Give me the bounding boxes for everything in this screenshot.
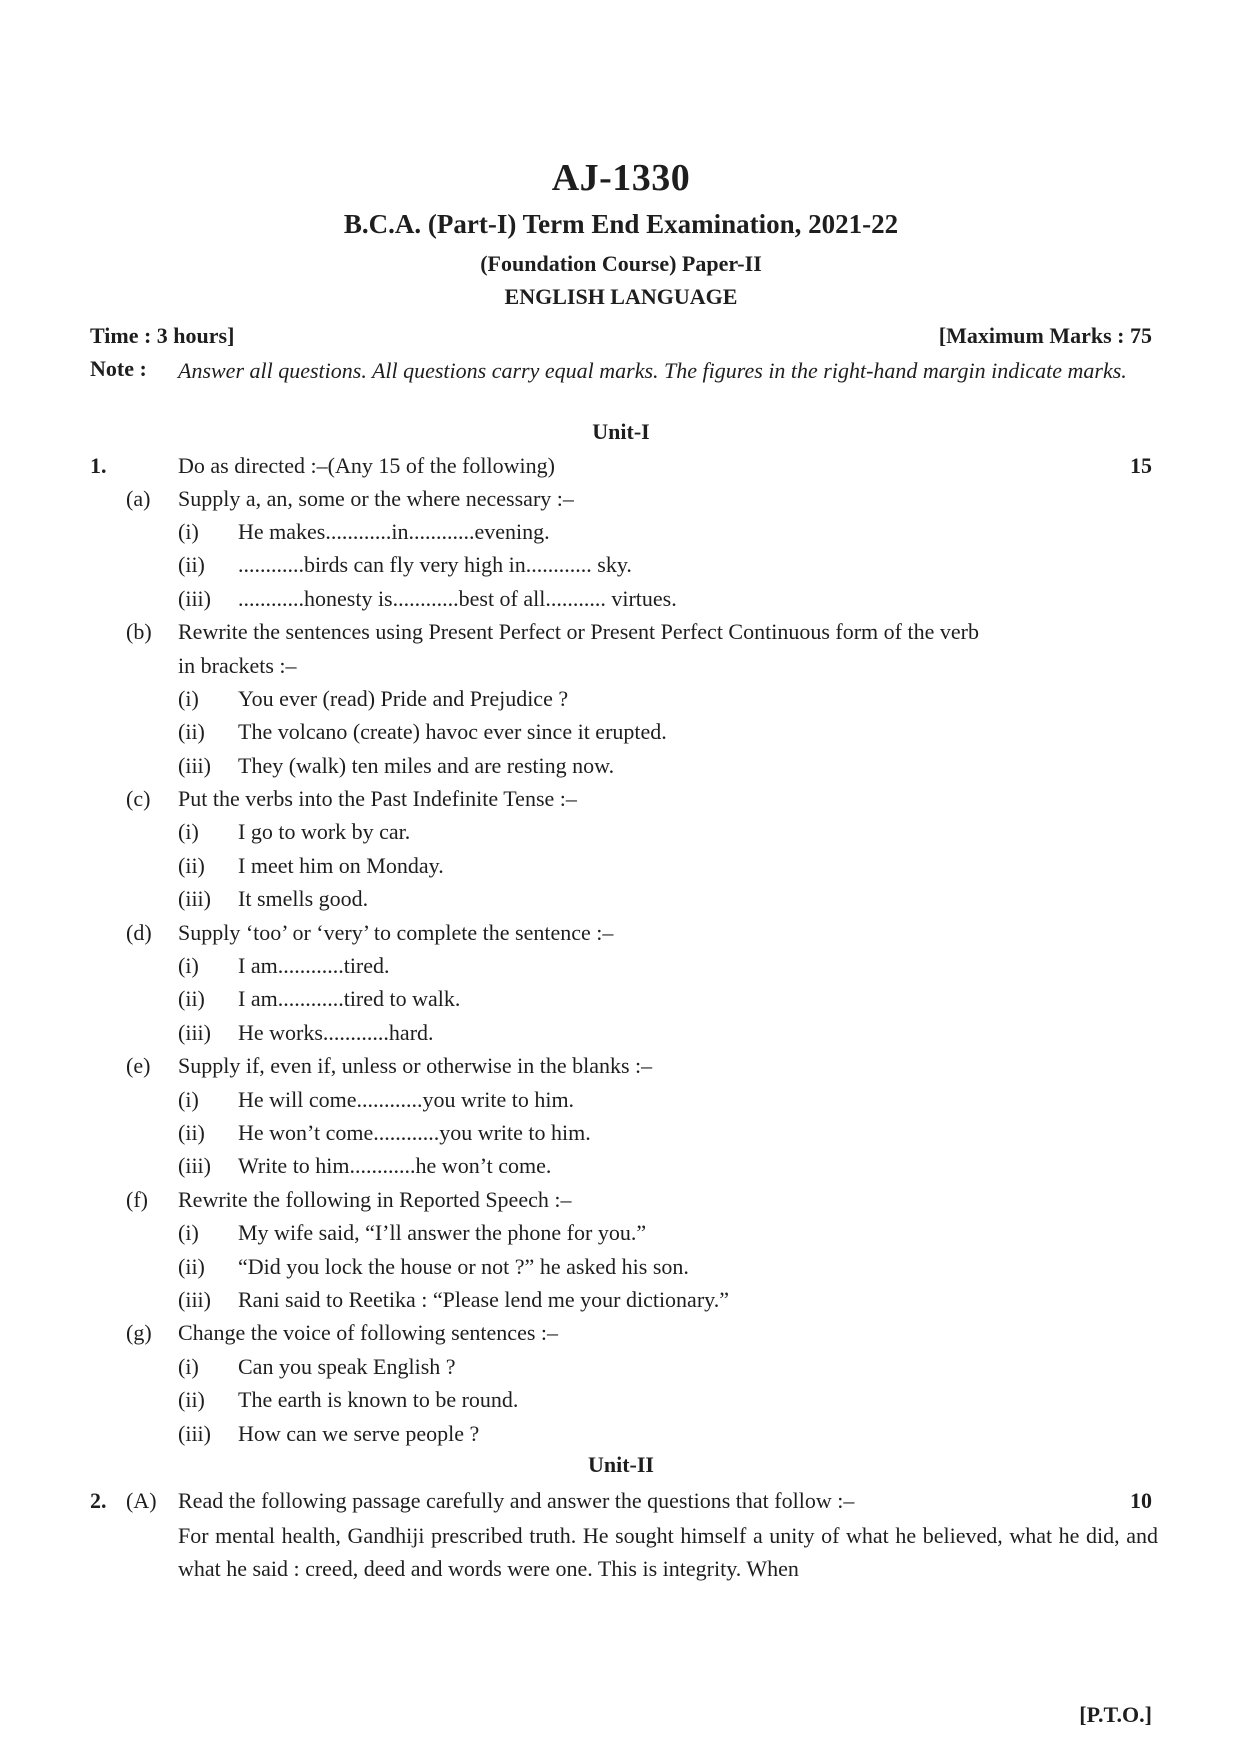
item-label: (ii) (178, 1387, 205, 1412)
part-label: (A) (126, 1488, 157, 1513)
part-label: (g) (126, 1320, 152, 1345)
item-label: (ii) (178, 853, 205, 878)
item-label: (iii) (178, 1020, 211, 1045)
course-title: (Foundation Course) Paper-II (480, 251, 762, 276)
part-instruction: Supply a, an, some or the where necessary :– (178, 486, 574, 511)
item-text: He makes............in............evening. (238, 519, 550, 544)
unit-heading: Unit-I (592, 419, 650, 444)
part-instruction: Rewrite the following in Reported Speech :– (178, 1187, 572, 1212)
part-label: (c) (126, 786, 151, 811)
part-instruction: Rewrite the sentences using Present Perfect or Present Perfect Continuous form of the verb (178, 619, 979, 644)
item-label: (iii) (178, 1287, 211, 1312)
item-label: (iii) (178, 886, 211, 911)
item-label: (ii) (178, 986, 205, 1011)
part-label: (d) (126, 920, 152, 945)
item-label: (iii) (178, 1421, 211, 1446)
time-allowed: Time : 3 hours] (90, 323, 235, 348)
question-instruction: Read the following passage carefully and answer the questions that follow :– (178, 1488, 855, 1513)
part-instruction: Supply ‘too’ or ‘very’ to complete the sentence :– (178, 920, 614, 945)
question-number: 2. (90, 1488, 107, 1513)
item-label: (ii) (178, 552, 205, 577)
item-text: He won’t come............you write to him. (238, 1120, 591, 1145)
item-text: They (walk) ten miles and are resting now. (238, 753, 615, 778)
item-label: (i) (178, 953, 199, 978)
item-text: Write to him............he won’t come. (238, 1153, 552, 1178)
subject-title: ENGLISH LANGUAGE (504, 284, 738, 309)
question-marks: 10 (1130, 1488, 1152, 1513)
item-label: (i) (178, 519, 199, 544)
item-label: (i) (178, 819, 199, 844)
item-label: (iii) (178, 753, 211, 778)
item-text: My wife said, “I’ll answer the phone for you.” (238, 1220, 647, 1245)
item-label: (ii) (178, 719, 205, 744)
part-label: (e) (126, 1053, 151, 1078)
part-label: (b) (126, 619, 152, 644)
item-text: The earth is known to be round. (238, 1387, 519, 1412)
please-turn-over: [P.T.O.] (1079, 1702, 1152, 1727)
item-text: I am............tired. (238, 953, 390, 978)
paper-code: AJ-1330 (551, 157, 691, 199)
item-text: How can we serve people ? (238, 1421, 480, 1446)
part-label: (a) (126, 486, 151, 511)
item-text: The volcano (create) havoc ever since it erupted. (238, 719, 667, 744)
part-instruction-continued: in brackets :– (178, 653, 297, 678)
part-instruction: Change the voice of following sentences :– (178, 1320, 559, 1345)
item-label: (i) (178, 686, 199, 711)
item-text: It smells good. (238, 886, 369, 911)
item-label: (iii) (178, 1153, 211, 1178)
item-label: (iii) (178, 586, 211, 611)
comprehension-passage: For mental health, Gandhiji prescribed truth. He sought himself a unity of what he believed, what he did, and what he said : creed, deed and words were one. This is integrity. When (178, 1523, 1158, 1581)
item-text: I go to work by car. (238, 819, 411, 844)
question-number: 1. (90, 453, 107, 478)
item-label: (i) (178, 1220, 199, 1245)
exam-title: B.C.A. (Part-I) Term End Examination, 2021-22 (343, 209, 899, 239)
item-label: (i) (178, 1354, 199, 1379)
item-text: “Did you lock the house or not ?” he asked his son. (238, 1254, 689, 1279)
item-text: He works............hard. (238, 1020, 434, 1045)
item-text: You ever (read) Pride and Prejudice ? (238, 686, 569, 711)
item-label: (i) (178, 1087, 199, 1112)
item-label: (ii) (178, 1120, 205, 1145)
item-text: I am............tired to walk. (238, 986, 461, 1011)
unit-heading: Unit-II (587, 1452, 654, 1477)
item-text: Can you speak English ? (238, 1354, 456, 1379)
part-label: (f) (126, 1187, 148, 1212)
item-text: Rani said to Reetika : “Please lend me your dictionary.” (238, 1287, 729, 1312)
item-text: ............birds can fly very high in............ sky. (238, 552, 632, 577)
maximum-marks: [Maximum Marks : 75 (938, 323, 1152, 348)
question-instruction: Do as directed :–(Any 15 of the following) (178, 453, 555, 478)
item-label: (ii) (178, 1254, 205, 1279)
part-instruction: Put the verbs into the Past Indefinite Tense :– (178, 786, 577, 811)
note-text: Answer all questions. All questions carry equal marks. The figures in the right-hand margin indicate marks. (178, 358, 1127, 383)
part-instruction: Supply if, even if, unless or otherwise in the blanks :– (178, 1053, 653, 1078)
question-marks: 15 (1130, 453, 1152, 478)
note-label: Note : (90, 356, 147, 381)
item-text: I meet him on Monday. (238, 853, 444, 878)
item-text: He will come............you write to him. (238, 1087, 575, 1112)
item-text: ............honesty is............best of all........... virtues. (238, 586, 677, 611)
